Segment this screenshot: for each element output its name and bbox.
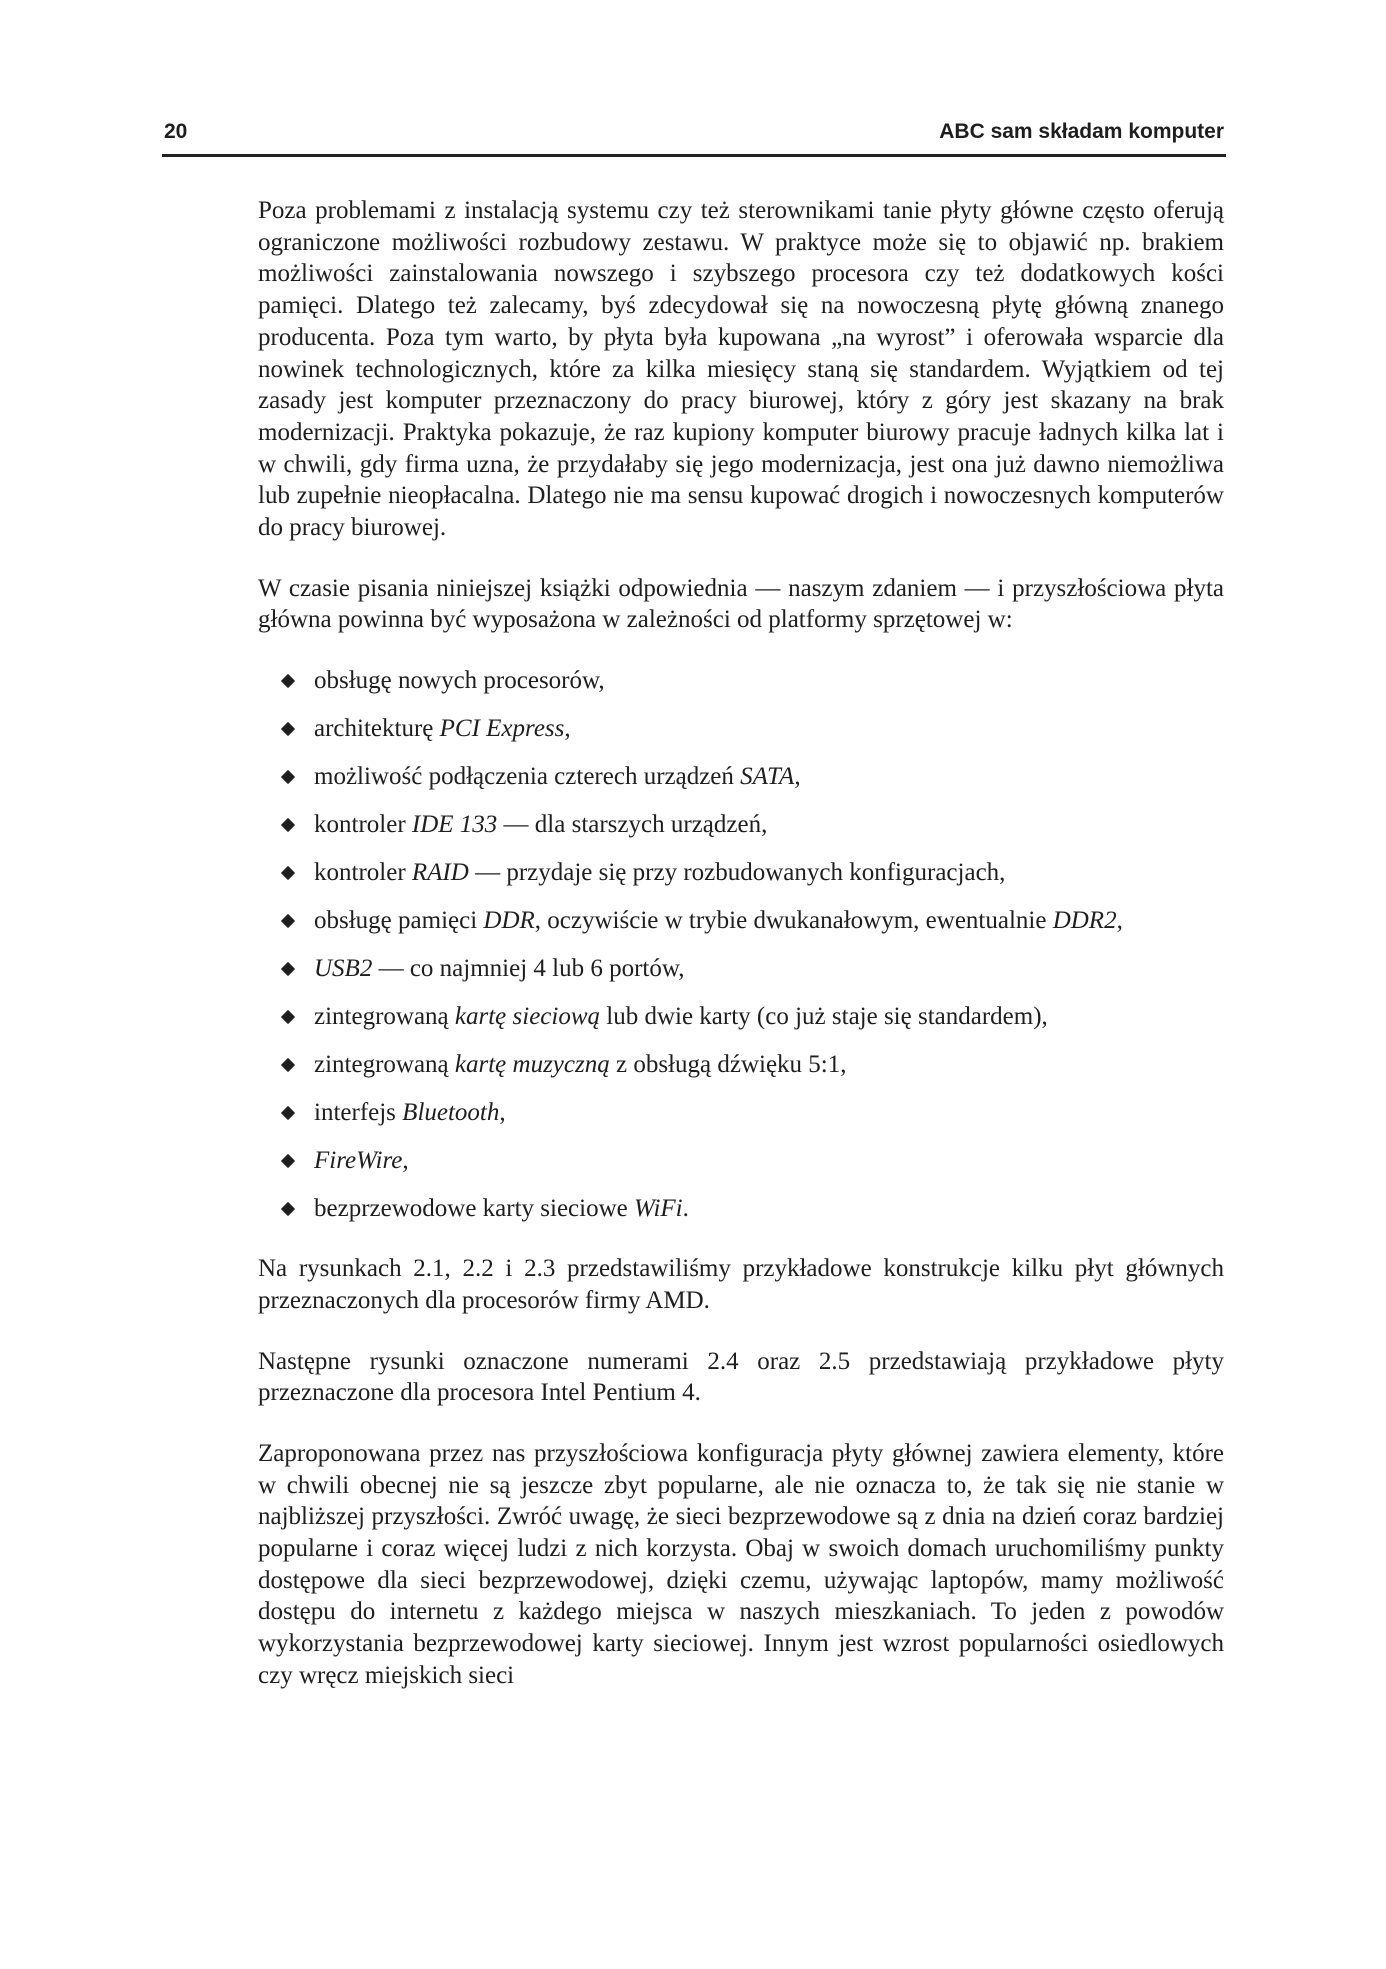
diamond-icon — [281, 818, 295, 832]
diamond-icon — [281, 674, 295, 688]
list-item: FireWire, — [258, 1145, 1224, 1176]
page-body — [258, 195, 1224, 1721]
running-header — [162, 118, 1226, 157]
diamond-icon — [281, 1154, 295, 1168]
diamond-icon — [281, 1202, 295, 1216]
diamond-icon — [281, 962, 295, 976]
diamond-icon — [281, 770, 295, 784]
list-item: interfejs Bluetooth, — [258, 1097, 1224, 1128]
paragraph-list-intro: W czasie pisania niniejszej książki odpowiednia — naszym zdaniem — i przyszłościowa płyta główna powinna być wyposażona w zależności od platformy sprzętowej w: — [258, 574, 1224, 634]
list-item: bezprzewodowe karty sieciowe WiFi. — [258, 1193, 1224, 1224]
diamond-icon — [281, 1058, 295, 1072]
list-item: obsługę nowych procesorów, — [258, 665, 1224, 696]
list-item: obsługę pamięci DDR, oczywiście w trybie dwukanałowym, ewentualnie DDR2, — [258, 905, 1224, 936]
paragraph-intro: Poza problemami z instalacją systemu czy też sterownikami tanie płyty główne często oferują ograniczone możliwości rozbudowy zestawu. W praktyce może się to objawić np. brakiem możliwości zainstalowania nowszego i szybszego procesora czy też dodatkowych kości pamięci. Dlatego też zalecamy, byś zdecydował się na nowoczesną płytę główną znanego producenta. Poza tym warto, by płyta była kupowana „na wyrost” i oferowała wsparcie dla nowinek technologicznych, które za kilka miesięcy staną się standardem. Wyjątkiem od tej zasady jest komputer przeznaczony do pracy biurowej, który z góry jest skazany na brak modernizacji. Praktyka pokazuje, że raz kupiony komputer biurowy pracuje ładnych kilka lat i w chwili, gdy firma uzna, że przydałaby się jego modernizacja, jest ona już dawno niemożliwa lub zupełnie nieopłacalna. Dlatego nie ma sensu kupować drogich i nowoczesnych komputerów do pracy biurowej. — [258, 197, 1224, 542]
list-item: architekturę PCI Express, — [258, 713, 1224, 744]
paragraph-amd-figures: Na rysunkach 2.1, 2.2 i 2.3 przedstawiliśmy przykładowe konstrukcje kilku płyt głównych przeznaczonych dla procesorów firmy AMD. — [258, 1255, 1224, 1314]
diamond-icon — [281, 1106, 295, 1120]
list-item: kontroler RAID — przydaje się przy rozbudowanych konfiguracjach, — [258, 857, 1224, 888]
diamond-icon — [281, 1010, 295, 1024]
list-item: zintegrowaną kartę sieciową lub dwie karty (co już staje się standardem), — [258, 1001, 1224, 1032]
list-item: USB2 — co najmniej 4 lub 6 portów, — [258, 953, 1224, 984]
list-item: możliwość podłączenia czterech urządzeń SATA, — [258, 761, 1224, 792]
book-title: ABC sam składam komputer — [939, 120, 1224, 143]
paragraph-wireless: Zaproponowana przez nas przyszłościowa konfiguracja płyty głównej zawiera elementy, które w chwili obecnej nie są jeszcze zbyt popularne, ale nie oznacza to, że tak się nie stanie w najbliższej przyszłości. Zwróć uwagę, że sieci bezprzewodowe są z dnia na dzień coraz bardziej popularne i coraz więcej ludzi z nich korzysta. Obaj w swoich domach uruchomiliśmy punkty dostępowe dla sieci bezprzewodowej, dzięki czemu, używając laptopów, mamy możliwość dostępu do internetu z każdego miejsca w naszych mieszkaniach. To jeden z powodów wykorzystania bezprzewodowej karty sieciowej. Innym jest wzrost popularności osiedlowych czy wręcz miejskich sieci — [258, 1439, 1224, 1689]
diamond-icon — [281, 722, 295, 736]
page-number: 20 — [164, 120, 188, 143]
list-item: zintegrowaną kartę muzyczną z obsługą dźwięku 5:1, — [258, 1049, 1224, 1080]
diamond-icon — [281, 914, 295, 928]
feature-list — [258, 665, 1224, 1224]
paragraph-intel-figures: Następne rysunki oznaczone numerami 2.4 oraz 2.5 przedstawiają przykładowe płyty przeznaczone dla procesora Intel Pentium 4. — [258, 1347, 1224, 1407]
list-item: kontroler IDE 133 — dla starszych urządzeń, — [258, 809, 1224, 840]
diamond-icon — [281, 866, 295, 880]
